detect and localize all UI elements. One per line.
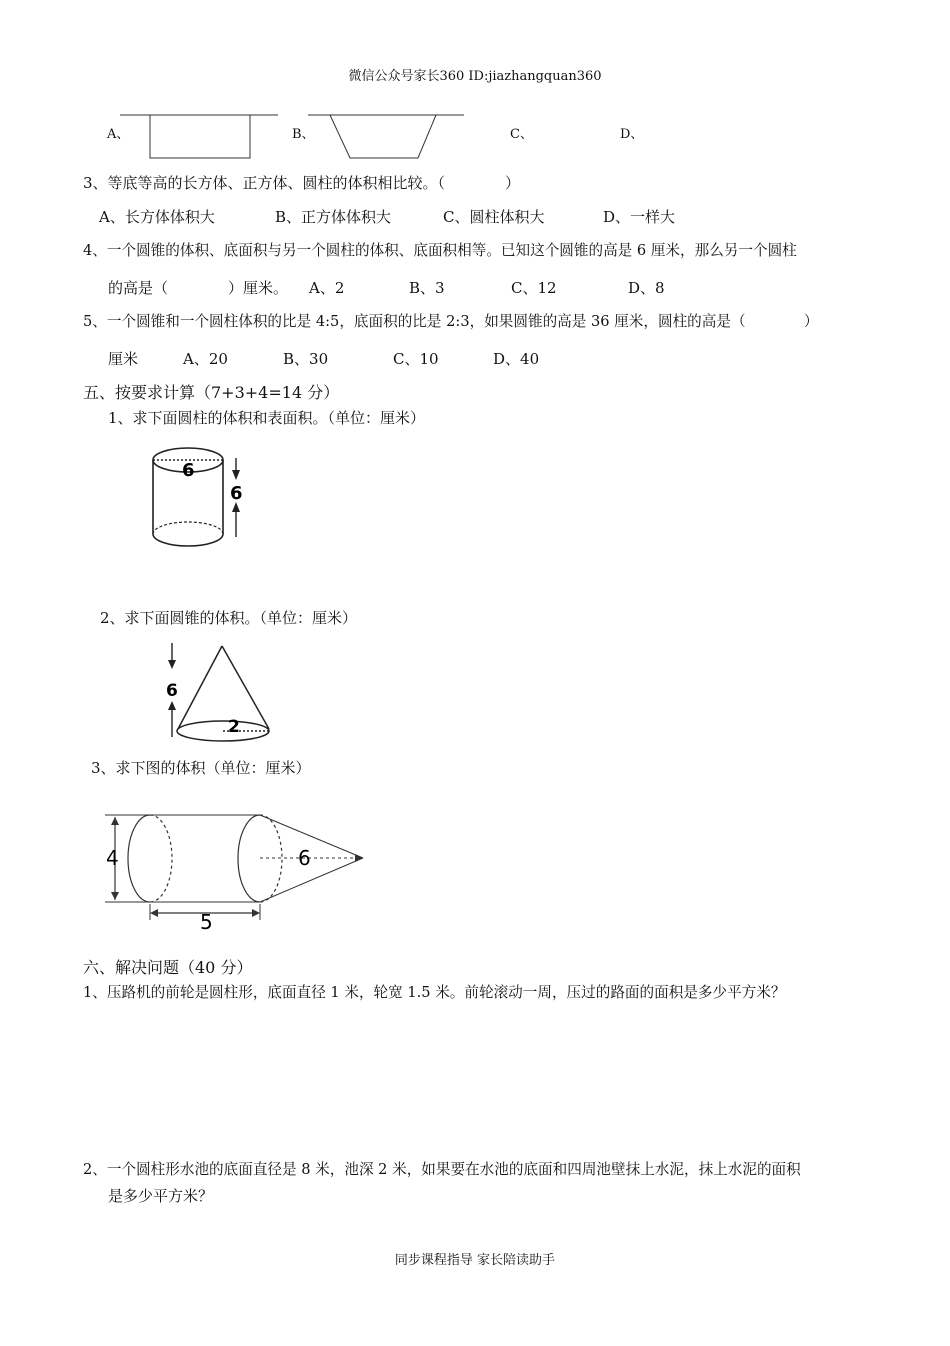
trapezoid-trough-shape [308, 112, 468, 162]
q4-line1: 4、一个圆锥的体积、底面积与另一个圆柱的体积、底面积相等。已知这个圆锥的高是 6 厘米，那么另一个圆柱 [83, 242, 797, 259]
section6-problem-1: 1、压路机的前轮是圆柱形，底面直径 1 米，轮宽 1.5 米。前轮滚动一周，压过的路面的面积是多少平方米？ [83, 984, 786, 1001]
section5-problem-2: 2、求下面圆锥的体积。（单位：厘米） [100, 609, 358, 627]
option-c: C、 [510, 127, 533, 142]
cylinder-figure [148, 440, 258, 550]
section5-problem-1: 1、求下面圆柱的体积和表面积。（单位：厘米） [108, 409, 426, 427]
page-header: 微信公众号家长360 ID:jiazhangquan360 [348, 69, 602, 84]
q5-line1: 5、一个圆锥和一个圆柱体积的比是 4:5，底面积的比是 2:3，如果圆锥的高是 36 厘米，圆柱的高是（ ） [83, 313, 819, 330]
cylinder-height-label: 6 [230, 483, 243, 504]
figure3-cone-height-label: 6 [298, 846, 311, 870]
option-b: B、 [292, 127, 315, 142]
q4-option-b: B、3 [409, 279, 445, 297]
cylinder-diameter-label: 6 [182, 460, 195, 481]
q4-option-c: C、12 [511, 279, 557, 297]
option-a: A、 [107, 127, 130, 142]
q3-option-a: A、长方体体积大 [99, 208, 215, 226]
rectangle-trough-shape [120, 112, 280, 162]
section6-title: 六、解决问题（40 分） [83, 958, 253, 977]
q3-option-b: B、正方体体积大 [275, 208, 392, 226]
q5-option-b: B、30 [283, 350, 329, 368]
section5-problem-3: 3、求下图的体积（单位：厘米） [91, 759, 311, 777]
q4-line2: 的高是（ ）厘米。 [108, 279, 289, 297]
q5-option-c: C、10 [393, 350, 439, 368]
option-d: D、 [620, 127, 644, 142]
section6-problem-2-line1: 2、一个圆柱形水池的底面直径是 8 米，池深 2 米，如果要在水池的底面和四周池壁抹上水泥，抹上水泥的面积 [83, 1161, 801, 1178]
figure3-diameter-label: 4 [106, 846, 119, 870]
cylinder-cone-figure [100, 805, 380, 935]
figure3-length-label: 5 [200, 910, 213, 934]
q5-option-a: A、20 [183, 350, 228, 368]
section5-title: 五、按要求计算（7+3+4=14 分） [83, 383, 340, 402]
section6-problem-2-line2: 是多少平方米？ [108, 1187, 214, 1205]
q3-option-d: D、一样大 [603, 208, 676, 226]
q3-option-c: C、圆柱体积大 [443, 208, 545, 226]
cone-radius-label: 2 [228, 717, 240, 737]
q3-text: 3、等底等高的长方体、正方体、圆柱的体积相比较。（ ） [83, 174, 521, 192]
q4-option-d: D、8 [628, 279, 665, 297]
page-footer: 同步课程指导 家长陪读助手 [394, 1253, 556, 1268]
cone-height-label: 6 [166, 681, 178, 701]
q5-option-d: D、40 [493, 350, 540, 368]
q4-option-a: A、2 [309, 279, 345, 297]
cone-figure [160, 640, 280, 750]
q5-line2: 厘米 [108, 350, 139, 368]
